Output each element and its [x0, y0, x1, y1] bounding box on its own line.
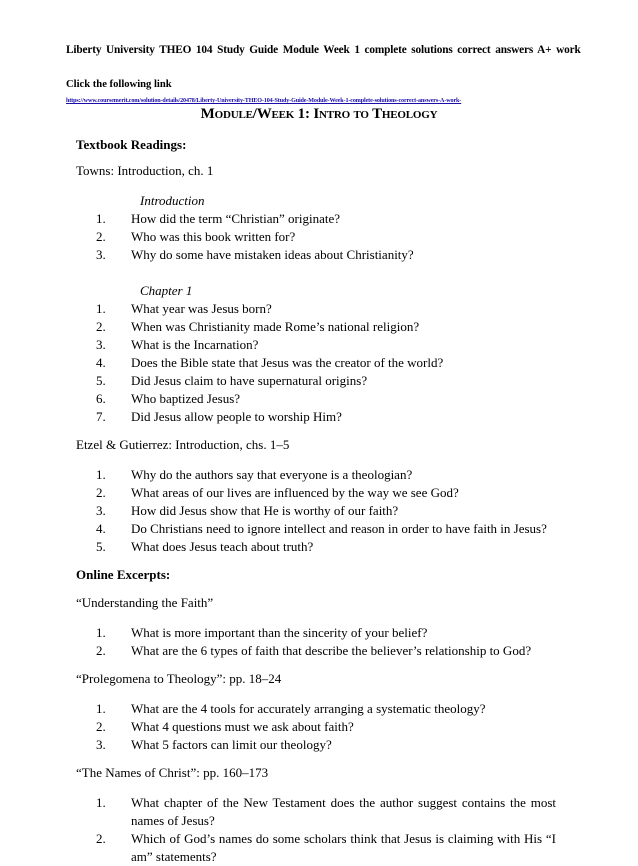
list-item: 2. What 4 questions must we ask about faith? — [96, 719, 354, 734]
list-item: 2. When was Christianity made Rome’s national religion? — [96, 319, 420, 334]
list-item: 4. Does the Bible state that Jesus was the creator of the world? — [96, 355, 444, 370]
list-item: 3. How did Jesus show that He is worthy of our faith? — [96, 503, 399, 518]
etzel-gutierrez-questions — [76, 466, 556, 556]
list-item: 5. What does Jesus teach about truth? — [96, 539, 314, 554]
click-instruction: Click the following link — [66, 79, 172, 90]
list-item: 4. Do Christians need to ignore intellect and reason in order to have faith in Jesus? — [96, 521, 547, 536]
document-body — [76, 136, 556, 866]
list-item: 3. What 5 factors can limit our theology? — [96, 737, 332, 752]
list-item: 1. How did the term “Christian” originate? — [96, 211, 341, 226]
list-item: 1. Why do the authors say that everyone is a theologian? — [96, 467, 413, 482]
list-item: 1. What is more important than the sincerity of your belief? — [96, 625, 428, 640]
list-item: 2. Which of God’s names do some scholars think that Jesus is claiming with His “I am” statements? — [96, 831, 556, 864]
introduction-label: Introduction — [140, 193, 205, 208]
prolegomena-title: “Prolegomena to Theology”: pp. 18–24 — [76, 671, 282, 686]
solution-link[interactable]: https://www.coursemerit.com/solution-details/20478/Liberty-University-THEO-104-Study-Guide-Module-Week-1-complete-solutions-correct-answers-A-work- — [66, 98, 462, 104]
chapter-1-label: Chapter 1 — [140, 283, 193, 298]
list-item: 1. What are the 4 tools for accurately arranging a systematic theology? — [96, 701, 486, 716]
prolegomena-questions — [76, 700, 556, 754]
page-title: Module/Week 1: Intro to Theology — [200, 106, 438, 122]
online-excerpts-heading: Online Excerpts: — [76, 567, 171, 582]
list-item: 2. Who was this book written for? — [96, 229, 296, 244]
chapter-1-questions — [76, 300, 556, 426]
understanding-faith-questions — [76, 624, 556, 660]
names-of-christ-title: “The Names of Christ”: pp. 160–173 — [76, 765, 269, 780]
list-item: 2. What areas of our lives are influenced by the way we see God? — [96, 485, 459, 500]
list-item: 7. Did Jesus allow people to worship Him? — [96, 409, 342, 424]
list-item: 3. Why do some have mistaken ideas about Christianity? — [96, 247, 414, 262]
introduction-questions — [76, 210, 556, 264]
textbook-readings-heading: Textbook Readings: — [76, 137, 187, 152]
document-header-title: Liberty University THEO 104 Study Guide Module Week 1 complete solutions correct answers A+ work — [66, 44, 581, 56]
list-item: 3. What is the Incarnation? — [96, 337, 259, 352]
list-item: 5. Did Jesus claim to have supernatural origins? — [96, 373, 368, 388]
list-item: 1. What chapter of the New Testament does the author suggest contains the most names of Jesus? — [96, 795, 556, 828]
understanding-faith-title: “Understanding the Faith” — [76, 595, 214, 610]
list-item: 2. What are the 6 types of faith that describe the believer’s relationship to God? — [96, 643, 532, 658]
list-item: 6. Who baptized Jesus? — [96, 391, 241, 406]
towns-reading: Towns: Introduction, ch. 1 — [76, 163, 214, 178]
etzel-gutierrez-reading: Etzel & Gutierrez: Introduction, chs. 1–5 — [76, 437, 290, 452]
list-item: 1. What year was Jesus born? — [96, 301, 272, 316]
names-of-christ-questions — [76, 794, 556, 866]
